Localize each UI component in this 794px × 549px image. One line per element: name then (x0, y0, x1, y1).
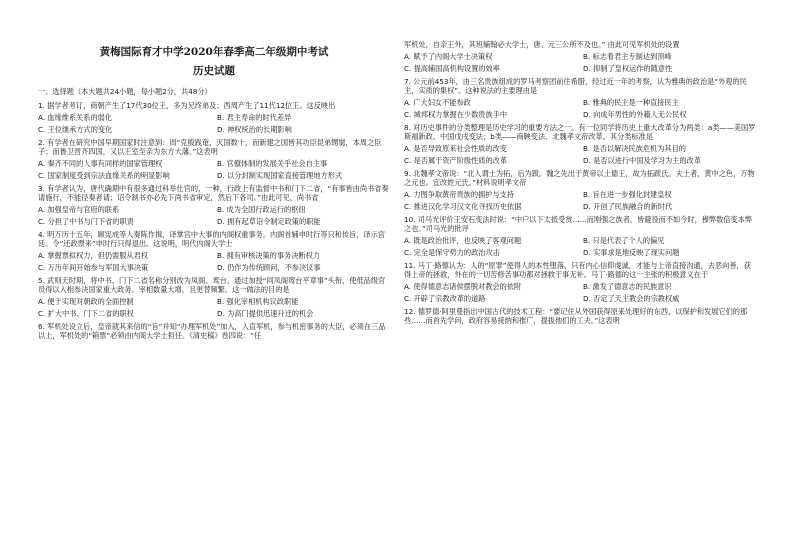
question-stem: 军机处，自亲王外，其班辅翰必大学士，唐、元三公所不及也。” 由此可见军机处的设置 (404, 40, 680, 49)
answer-option: C. 分担了中书与门下省的职责 (38, 217, 134, 227)
answer-option: B. 拥有审核决策的事务决断权力 (217, 251, 320, 261)
left-column (38, 36, 390, 344)
answer-option: A. 血缘维系关系的弱化 (38, 113, 113, 123)
question-item (404, 261, 756, 303)
answer-option: B. 只是代表了个人的偏见 (583, 236, 665, 245)
option-grid (404, 282, 756, 303)
answer-option: A. 力图争取黄帝贵族的拥护与支持 (404, 190, 514, 199)
answer-option: D. 以分封制实现国家直接管理地方形式 (217, 171, 343, 181)
answer-option: C. 王位继承方式的变化 (38, 125, 113, 135)
question-stem: 8. 对历史事件的分类整理是历史学习的重要方法之一。有一位同学将历史上重大改革分为两类：a类——美国罗斯福新政、中国戊戌变法；b类——商鞅变法、北魏孝文帝改革。其分类标准是 (404, 123, 756, 141)
question-stem: 10. 司马光评价王安石变法时说：“中户以下太抵受赏……而刚强之族者，皆避役而不如今时，穆弊数倍变本弊之也。”司马光的批评 (404, 215, 753, 233)
question-item (38, 138, 390, 180)
left-question-list (38, 101, 390, 340)
question-item (38, 322, 390, 340)
question-stem: 6. 军机处设立后，皇帝就其来信的“旨”并知“办理军机处”加入，入直军机，参与机密事务的大臣，必须在三品以上，军机处的“箱票”必须由内阁大学士担任。《清史稿》卷四说：“任 (38, 322, 386, 341)
section-heading: 一、选择题（本大题共24小题，每小题2分，共48分） (38, 87, 212, 97)
answer-option: C. 完全是保守势力的政治攻击 (404, 248, 500, 257)
answer-option: D. 神权统治的长期影响 (217, 125, 292, 135)
option-grid (404, 236, 756, 257)
answer-option: C. 开辟了宗教改革的道路 (404, 294, 486, 303)
answer-option: A. 赋予了内阁大学士决策权 (404, 52, 493, 61)
answer-option: A. 便于实现对朝政的全面控制 (38, 297, 134, 307)
answer-option: B. 激发了德意志的民族意识 (583, 282, 672, 291)
answer-option: A. 是否导致原来社会性质的改变 (404, 144, 507, 153)
option-grid (38, 205, 390, 226)
question-stem: 2. 有学者在研究中国早期国家时注意到：周“克殷践奄，灭国数十，而新建之国皆其功臣昆弟甥舅，本周之臣子；而鲁卫晋齐四国，又以王室至亲为东方大藩。”这表明 (38, 138, 382, 157)
right-column (404, 40, 756, 329)
answer-option: A. 使得德意志诸侯摆脱对教会的依附 (404, 282, 522, 291)
option-grid (38, 251, 390, 272)
right-question-list (404, 40, 756, 325)
answer-option: A. 广大妇女不能参政 (404, 98, 471, 107)
option-grid (404, 144, 756, 165)
answer-option: D. 否定了天主教会的宗教权威 (583, 294, 680, 303)
option-grid (38, 297, 390, 318)
answer-option: A. 秦齐不同的人事有同样的国家管理权 (38, 159, 163, 169)
question-item (404, 123, 756, 165)
answer-option: D. 开创了民族融合的新时代 (583, 202, 673, 211)
question-item (404, 169, 756, 211)
question-item (38, 230, 390, 272)
answer-option: D. 实事求是地反映了现实问题 (583, 248, 680, 257)
answer-option: D. 是否以进行中国及学习为主的改革 (583, 156, 701, 165)
answer-option: B. 标志着君主专制达到顶峰 (583, 52, 672, 61)
answer-option: A. 既是政治批评，也反映了客观问题 (404, 236, 522, 245)
option-grid (38, 159, 390, 180)
question-item (38, 184, 390, 226)
question-item (38, 276, 390, 318)
answer-option: B. 旨在进一步强化封建皇权 (583, 190, 672, 199)
option-grid (404, 98, 756, 119)
answer-option: C. 提高辅国高机构设置的效率 (404, 64, 500, 73)
question-item (38, 101, 390, 134)
question-item (404, 215, 756, 257)
answer-option: A. 掌握票拟权力，但仍需服从君权 (38, 251, 148, 261)
answer-option: C. 国家制度受到宗法血缘关系的明显影响 (38, 171, 170, 181)
answer-option: C. 扩大中书、门下二省的职权 (38, 309, 134, 319)
answer-option: C. 万历年间开始参与军国大事决策 (38, 263, 149, 273)
answer-option: A. 加强皇帝与官府的联系 (38, 205, 120, 215)
answer-option: B. 官僚体制的发展关乎社会自主事 (217, 159, 328, 169)
answer-option: B. 是否以解决民族危机为其目的 (583, 144, 686, 153)
question-item (404, 307, 756, 325)
option-grid (38, 113, 390, 134)
answer-option: D. 抑制了皇权运作的随意性 (583, 64, 673, 73)
answer-option: C. 是否属于资产阶级性质的改革 (404, 156, 508, 165)
question-stem: 3. 有学者认为，唐代确期中有很多通过科举仕官的，一种，行政上有监督中书和门下二省，“有事皆由尚书省奏请施行，不能径奏者请；诏令制书亦必先下尚书省审定，然后下各司。”由此可见，尚书省 (38, 184, 389, 203)
option-grid (404, 52, 756, 73)
question-stem: 4. 明万历十五年，顾宪成等人奏陈作揖，译掌宫中大事的内阁权重事务。内阁首辅申时行等只和传旨，译示宫廷。令“还政票来”申时行只得退出。这说明，明代内阁大学士 (38, 230, 385, 249)
question-stem: 12. 德罗德·阿里曼指出中国古代的技术工程：“要记住从外国获得原来处理好的东西，以保护和发展它们的那些……而首先学问，政府容易接纳和推广，提拔他们的工夫。”这表明 (404, 307, 748, 325)
answer-option: D. 为高门提供迅速升迁的机会 (217, 309, 314, 319)
question-stem: 5. 武则天时期，将中书、门下二省名称分别改为凤阁、鸾台，通过加授“同凤阁鸾台平章事”头衔，使低品级官员得以入相参决国家重大政务。宰相数量大增，且更替频繁。这一做法的目的是 (38, 276, 386, 295)
answer-option: D. 拥有起草诏令制定政策的职能 (217, 217, 321, 227)
question-stem: 1. 据学者考订，商朝产生了17代30位王，多为兄终弟及；西周产生了11代12位王。这反映出 (38, 101, 336, 111)
answer-option: C. 城邦权力掌握在少数贵族手中 (404, 110, 508, 119)
answer-option: C. 推进汉化学习汉文化寻找历史依据 (404, 202, 522, 211)
question-item (404, 77, 756, 119)
answer-option: B. 雅典的民主是一种直接民主 (583, 98, 679, 107)
question-stem: 7. 公元前453年，由三名贵族组成的罗马考察团前往希腊，经过近一年的考察，认为雅典的政治是“外观的民主，实质的集权”。这种说法的主要理由是 (404, 77, 747, 95)
question-stem: 9. 北魏孝文帝说：“北人谓土为拓，后为跋。魏之先出于黄帝以土德王，故为拓跋氏。夫土者，黄中之色，万物之元也。宜改姓元氏。”材料说明孝文帝 (404, 169, 755, 187)
answer-option: D. 仍作为传统顾问，不参决议事 (217, 263, 321, 273)
exam-subtitle: 历史试题 (193, 65, 235, 78)
question-item (404, 40, 756, 73)
answer-option: B. 成为全国行政运行的枢纽 (217, 205, 306, 215)
answer-option: D. 向成年男性的外籍人无公民权 (583, 110, 687, 119)
option-grid (404, 190, 756, 211)
exam-title: 黄梅国际育才中学2020年春季高二年级期中考试 (99, 46, 329, 58)
answer-option: B. 君主寿命的时代差异 (217, 113, 292, 123)
question-stem: 11. 马丁·路德认为：人的“原罪”使得人的本性堕落，只有内心信仰虔诚，才能与上帝直接沟通，去恶向善，获得上帝的拯救，外在的一切苦修苦事功都对拯救于事无补。马丁·路德的这一主张的积极意义在于 (404, 261, 751, 279)
answer-option: B. 强化宰相机构议政职能 (217, 297, 299, 307)
